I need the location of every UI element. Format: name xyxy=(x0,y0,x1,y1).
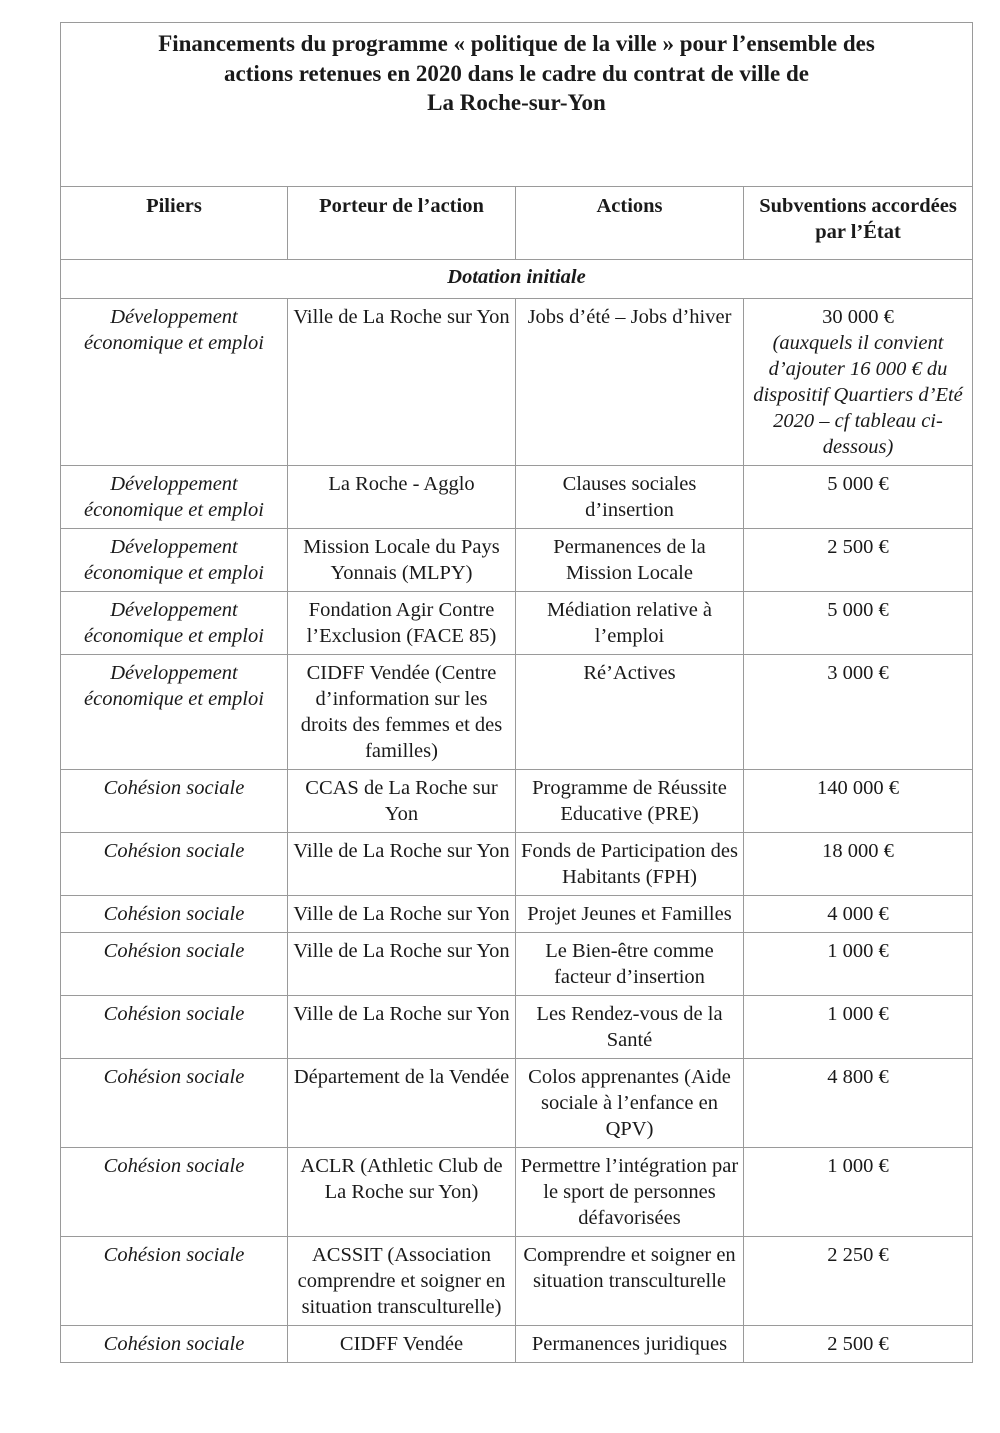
subvention-cell xyxy=(744,1059,973,1148)
action-cell xyxy=(516,466,744,529)
title-line-3: La Roche-sur-Yon xyxy=(427,90,606,115)
subvention-cell-text: 4 800 € xyxy=(827,1066,889,1088)
subvention-cell xyxy=(744,933,973,996)
pilier-cell xyxy=(61,655,288,770)
pilier-cell xyxy=(61,1148,288,1237)
porteur-cell-text: Ville de La Roche sur Yon xyxy=(293,1003,510,1025)
title-line-1: Financements du programme « politique de la ville » pour l’ensemble des xyxy=(158,31,875,56)
header-porteur: Porteur de l’action xyxy=(288,187,516,260)
subvention-cell-text: 2 250 € xyxy=(827,1244,889,1266)
subvention-cell-text: 2 500 € xyxy=(827,1333,889,1355)
pilier-cell-text: Développement économique et emploi xyxy=(84,599,264,647)
subvention-note: (auxquels il convient d’ajouter 16 000 € du dispositif Quartiers d’Eté 2020 – cf tableau ci-dessous) xyxy=(753,332,963,458)
action-cell xyxy=(516,896,744,933)
porteur-cell xyxy=(288,896,516,933)
table-row xyxy=(61,833,973,896)
porteur-cell-text: CIDFF Vendée xyxy=(339,1333,464,1355)
table-row xyxy=(61,1148,973,1237)
pilier-cell xyxy=(61,1326,288,1363)
subvention-cell-text: 140 000 € xyxy=(817,777,899,799)
table-row xyxy=(61,1326,973,1363)
subvention-cell-text: 3 000 € xyxy=(827,662,889,684)
pilier-cell-text: Cohésion sociale xyxy=(103,1244,245,1266)
subvention-cell xyxy=(744,655,973,770)
action-cell xyxy=(516,529,744,592)
action-cell-text: Permettre l’intégration par le sport de personnes défavorisées xyxy=(520,1155,739,1229)
pilier-cell-text: Cohésion sociale xyxy=(103,940,245,962)
pilier-cell-text: Développement économique et emploi xyxy=(84,306,264,354)
porteur-cell xyxy=(288,996,516,1059)
porteur-cell xyxy=(288,933,516,996)
subvention-cell-text: 5 000 € xyxy=(827,473,889,495)
table-row xyxy=(61,655,973,770)
porteur-cell xyxy=(288,770,516,833)
subvention-cell xyxy=(744,1326,973,1363)
pilier-cell xyxy=(61,529,288,592)
action-cell xyxy=(516,996,744,1059)
action-cell-text: Comprendre et soigner en situation transculturelle xyxy=(523,1244,736,1292)
porteur-cell-text: Ville de La Roche sur Yon xyxy=(293,840,510,862)
table-row xyxy=(61,933,973,996)
header-actions: Actions xyxy=(516,187,744,260)
document-title xyxy=(65,29,968,118)
porteur-cell-text: Fondation Agir Contre l’Exclusion (FACE 85) xyxy=(306,599,497,647)
table-row xyxy=(61,1059,973,1148)
porteur-cell xyxy=(288,299,516,466)
pilier-cell xyxy=(61,833,288,896)
porteur-cell xyxy=(288,833,516,896)
funding-table xyxy=(60,22,973,1363)
subvention-cell-text: 1 000 € xyxy=(827,940,889,962)
subvention-cell xyxy=(744,896,973,933)
section-label: Dotation initiale xyxy=(61,260,973,299)
action-cell-text: Projet Jeunes et Familles xyxy=(527,903,732,925)
porteur-cell-text: CCAS de La Roche sur Yon xyxy=(305,777,498,825)
subvention-cell-text: 30 000 € xyxy=(822,306,894,328)
pilier-cell-text: Développement économique et emploi xyxy=(84,536,264,584)
subvention-cell xyxy=(744,592,973,655)
pilier-cell-text: Cohésion sociale xyxy=(103,777,245,799)
subvention-cell xyxy=(744,529,973,592)
pilier-cell-text: Cohésion sociale xyxy=(103,840,245,862)
porteur-cell xyxy=(288,592,516,655)
header-row xyxy=(61,187,973,260)
title-line-2: actions retenues en 2020 dans le cadre du contrat de ville de xyxy=(224,60,809,86)
porteur-cell-text: Ville de La Roche sur Yon xyxy=(293,940,510,962)
table-row xyxy=(61,996,973,1059)
action-cell-text: Colos apprenantes (Aide sociale à l’enfance en QPV) xyxy=(528,1066,731,1140)
subvention-cell-text: 18 000 € xyxy=(822,840,894,862)
pilier-cell-text: Développement économique et emploi xyxy=(84,662,264,710)
header-piliers: Piliers xyxy=(61,187,288,260)
action-cell xyxy=(516,592,744,655)
action-cell xyxy=(516,833,744,896)
subvention-cell-text: 4 000 € xyxy=(827,903,889,925)
porteur-cell-text: Ville de La Roche sur Yon xyxy=(293,903,510,925)
porteur-cell-text: La Roche - Agglo xyxy=(328,473,475,495)
porteur-cell-text: Mission Locale du Pays Yonnais (MLPY) xyxy=(303,536,500,584)
subvention-cell xyxy=(744,996,973,1059)
pilier-cell-text: Cohésion sociale xyxy=(103,1155,245,1177)
pilier-cell xyxy=(61,933,288,996)
subvention-cell-text: 5 000 € xyxy=(827,599,889,621)
table-row xyxy=(61,770,973,833)
subvention-cell xyxy=(744,833,973,896)
header-subventions: Subventions accordées par l’État xyxy=(744,187,973,260)
action-cell-text: Fonds de Participation des Habitants (FPH) xyxy=(521,840,738,888)
pilier-cell-text: Développement économique et emploi xyxy=(84,473,264,521)
subvention-cell xyxy=(744,770,973,833)
subvention-cell xyxy=(744,299,973,466)
action-cell-text: Programme de Réussite Educative (PRE) xyxy=(532,777,727,825)
table-row xyxy=(61,592,973,655)
pilier-cell-text: Cohésion sociale xyxy=(103,1003,245,1025)
pilier-cell xyxy=(61,1059,288,1148)
action-cell-text: Les Rendez-vous de la Santé xyxy=(536,1003,723,1051)
action-cell xyxy=(516,1059,744,1148)
pilier-cell xyxy=(61,896,288,933)
porteur-cell-text: ACLR (Athletic Club de La Roche sur Yon) xyxy=(300,1155,503,1203)
porteur-cell xyxy=(288,1237,516,1326)
pilier-cell-text: Cohésion sociale xyxy=(103,1066,245,1088)
pilier-cell xyxy=(61,996,288,1059)
action-cell-text: Ré’Actives xyxy=(583,662,676,684)
pilier-cell xyxy=(61,592,288,655)
subvention-cell-text: 2 500 € xyxy=(827,536,889,558)
action-cell xyxy=(516,655,744,770)
porteur-cell xyxy=(288,466,516,529)
subvention-cell-text: 1 000 € xyxy=(827,1003,889,1025)
table-row xyxy=(61,299,973,466)
action-cell xyxy=(516,1326,744,1363)
porteur-cell-text: Département de la Vendée xyxy=(293,1066,510,1088)
action-cell-text: Permanences de la Mission Locale xyxy=(553,536,706,584)
porteur-cell xyxy=(288,655,516,770)
porteur-cell xyxy=(288,1326,516,1363)
action-cell-text: Le Bien-être comme facteur d’insertion xyxy=(545,940,714,988)
pilier-cell-text: Cohésion sociale xyxy=(103,903,245,925)
subvention-cell xyxy=(744,1237,973,1326)
action-cell-text: Jobs d’été – Jobs d’hiver xyxy=(527,306,732,328)
table-row xyxy=(61,466,973,529)
pilier-cell xyxy=(61,299,288,466)
porteur-cell xyxy=(288,1148,516,1237)
porteur-cell xyxy=(288,1059,516,1148)
porteur-cell-text: Ville de La Roche sur Yon xyxy=(293,306,510,328)
subvention-cell xyxy=(744,1148,973,1237)
action-cell-text: Clauses sociales d’insertion xyxy=(562,473,697,521)
action-cell xyxy=(516,1237,744,1326)
action-cell xyxy=(516,1148,744,1237)
action-cell-text: Permanences juridiques xyxy=(531,1333,728,1355)
table-body xyxy=(61,299,973,1363)
section-row xyxy=(61,260,973,299)
pilier-cell xyxy=(61,1237,288,1326)
table-row xyxy=(61,529,973,592)
table-row xyxy=(61,896,973,933)
porteur-cell-text: ACSSIT (Association comprendre et soigner en situation transculturelle) xyxy=(297,1244,506,1318)
pilier-cell xyxy=(61,466,288,529)
pilier-cell xyxy=(61,770,288,833)
porteur-cell xyxy=(288,529,516,592)
porteur-cell-text: CIDFF Vendée (Centre d’information sur les droits des femmes et des familles) xyxy=(300,662,503,762)
pilier-cell-text: Cohésion sociale xyxy=(103,1333,245,1355)
subvention-cell-text: 1 000 € xyxy=(827,1155,889,1177)
action-cell xyxy=(516,933,744,996)
title-row xyxy=(61,23,973,187)
table-row xyxy=(61,1237,973,1326)
action-cell-text: Médiation relative à l’emploi xyxy=(546,599,713,647)
action-cell xyxy=(516,299,744,466)
subvention-cell xyxy=(744,466,973,529)
action-cell xyxy=(516,770,744,833)
title-cell xyxy=(61,23,973,187)
